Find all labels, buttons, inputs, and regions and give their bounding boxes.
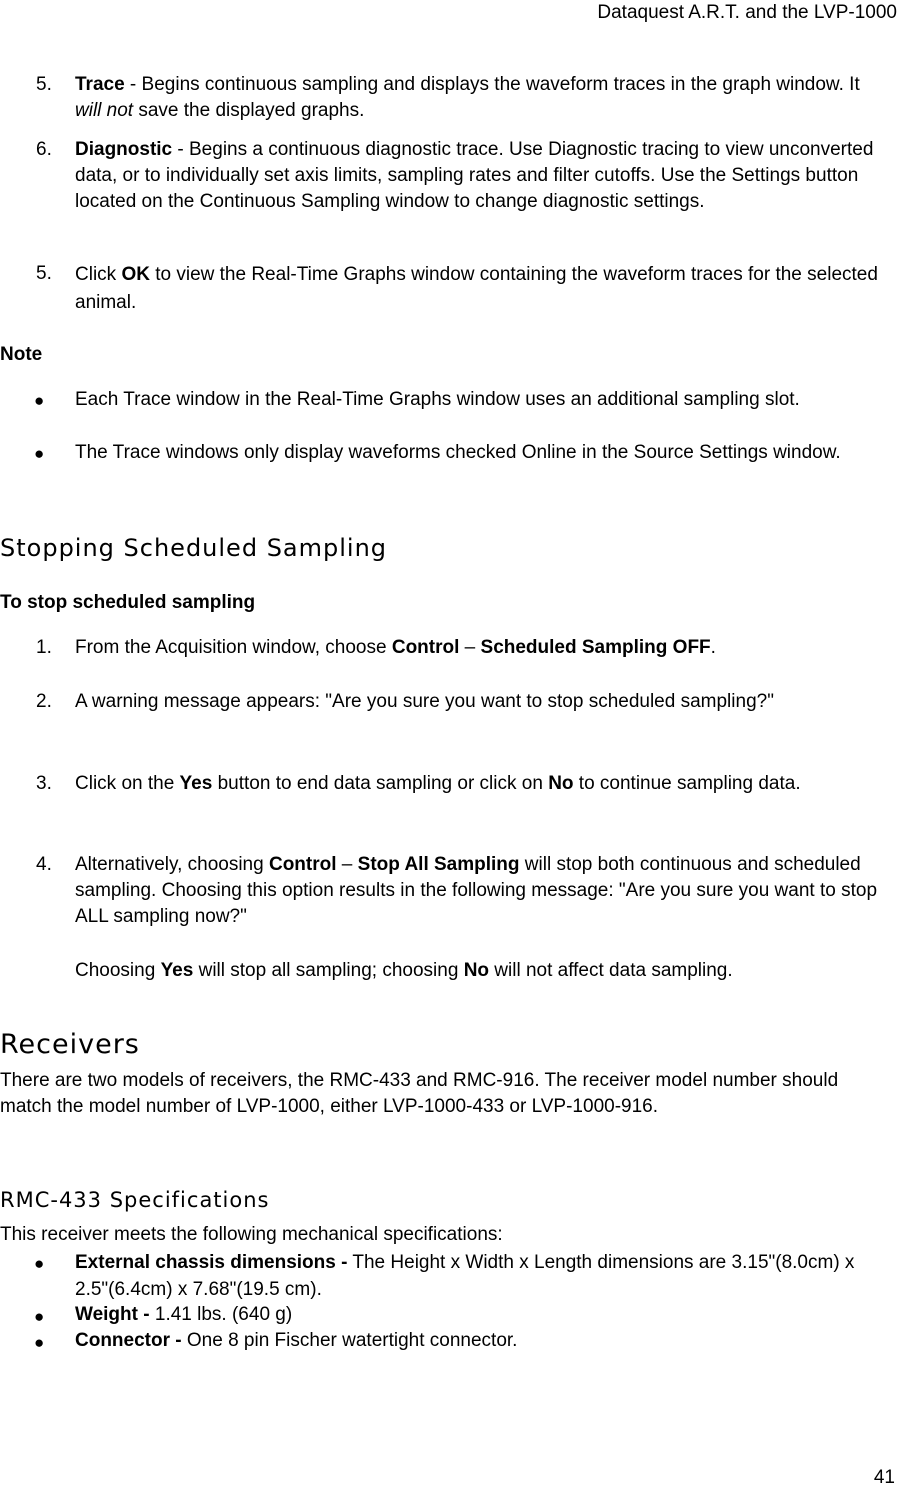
section-heading: Stopping Scheduled Sampling [0, 534, 388, 562]
list-number: 5. [36, 263, 52, 284]
term: OK [121, 264, 150, 285]
bullet-icon: ● [34, 1307, 45, 1326]
item-text: will stop both continuous and scheduled sampling. Choosing this option results in the following message: "Are you sure you want to stop ALL sampling now?" [75, 854, 878, 927]
term: External chassis dimensions - [75, 1252, 348, 1273]
dash: – [336, 854, 358, 875]
specs-intro: This receiver meets the following mechanical specifications: [0, 1224, 503, 1245]
subsection-heading: RMC-433 Specifications [0, 1188, 270, 1212]
step-4-followup [75, 958, 890, 984]
step-4 [75, 852, 890, 930]
item-text: 1.41 lbs. (640 g) [149, 1304, 293, 1325]
menu-ref: Control [391, 637, 460, 658]
spec-item [75, 1249, 890, 1303]
note-heading: Note [0, 344, 43, 365]
section-heading: Receivers [0, 1029, 140, 1060]
item-text: will stop all sampling; choosing [193, 960, 464, 981]
item-text: Click [75, 264, 122, 285]
bullet-icon: ● [34, 444, 45, 463]
list-number: 6. [36, 139, 52, 160]
menu-ref: Control [268, 854, 337, 875]
item-text: - Begins continuous sampling and displays the waveform traces in the graph window. It [124, 74, 860, 95]
page-header: Dataquest A.R.T. and the LVP-1000 [597, 2, 897, 23]
spec-item [75, 1302, 890, 1328]
subheading [0, 590, 255, 616]
item-text: to view the Real-Time Graphs window containing the waveform traces for the selected animal. [75, 264, 878, 313]
list-number: 1. [36, 637, 52, 658]
list-number: 5. [36, 74, 52, 95]
list-number: 3. [36, 773, 52, 794]
spec-item [75, 1328, 890, 1354]
bullet-icon: ● [34, 391, 45, 410]
menu-ref: Stop All Sampling [357, 854, 520, 875]
term: No [463, 960, 490, 981]
list-number: 4. [36, 854, 52, 875]
item-text: Alternatively, choosing [75, 854, 269, 875]
menu-ref: Scheduled Sampling OFF [480, 637, 711, 658]
emphasis: will not [75, 100, 134, 121]
item-text: Choosing [75, 960, 161, 981]
term: Weight - [75, 1304, 150, 1325]
term: No [548, 773, 574, 794]
step-2: A warning message appears: "Are you sure you want to stop scheduled sampling?" [75, 691, 774, 712]
item-text: - Begins a continuous diagnostic trace. Use Diagnostic tracing to view unconverted data, or to individually set axis limits, sampling rates and filter cutoffs. Use the Settings button located on the Continuous Sampling window to change diagnostic settings. [75, 139, 874, 212]
term: Diagnostic [75, 139, 173, 160]
item-text: The Height x Width x Length dimensions are 3.15"(8.0cm) x 2.5"(6.4cm) x 7.68"(19.5 cm). [75, 1252, 855, 1300]
list-item-diagnostic [75, 137, 890, 215]
item-text: From the Acquisition window, choose [75, 637, 392, 658]
step-1 [75, 635, 890, 661]
item-text: save the displayed graphs. [133, 100, 365, 121]
note-bullet: The Trace windows only display waveforms checked Online in the Source Settings window. [75, 442, 841, 463]
item-text: One 8 pin Fischer watertight connector. [181, 1330, 518, 1351]
bullet-icon: ● [34, 1333, 45, 1352]
item-text: button to end data sampling or click on [212, 773, 549, 794]
subheading-text: To stop scheduled sampling [0, 592, 256, 613]
note-label [0, 342, 42, 368]
term: Yes [179, 773, 213, 794]
item-text: . [710, 637, 716, 658]
step-3 [75, 771, 890, 797]
item-text: Click on the [75, 773, 180, 794]
page-number: 41 [873, 1467, 895, 1488]
note-bullet: Each Trace window in the Real-Time Graphs window uses an additional sampling slot. [75, 389, 800, 410]
list-item-trace [75, 72, 890, 124]
list-number: 2. [36, 691, 52, 712]
item-text: to continue sampling data. [573, 773, 801, 794]
term: Trace [75, 74, 125, 95]
bullet-icon: ● [34, 1254, 45, 1273]
item-text: will not affect data sampling. [489, 960, 733, 981]
list-item-step5 [75, 261, 890, 317]
term: Yes [160, 960, 194, 981]
receivers-paragraph: There are two models of receivers, the RMC-433 and RMC-916. The receiver model number should match the model number of LVP-1000, either LVP-1000-433 or LVP-1000-916. [0, 1070, 839, 1117]
term: Connector - [75, 1330, 182, 1351]
dash: – [459, 637, 481, 658]
